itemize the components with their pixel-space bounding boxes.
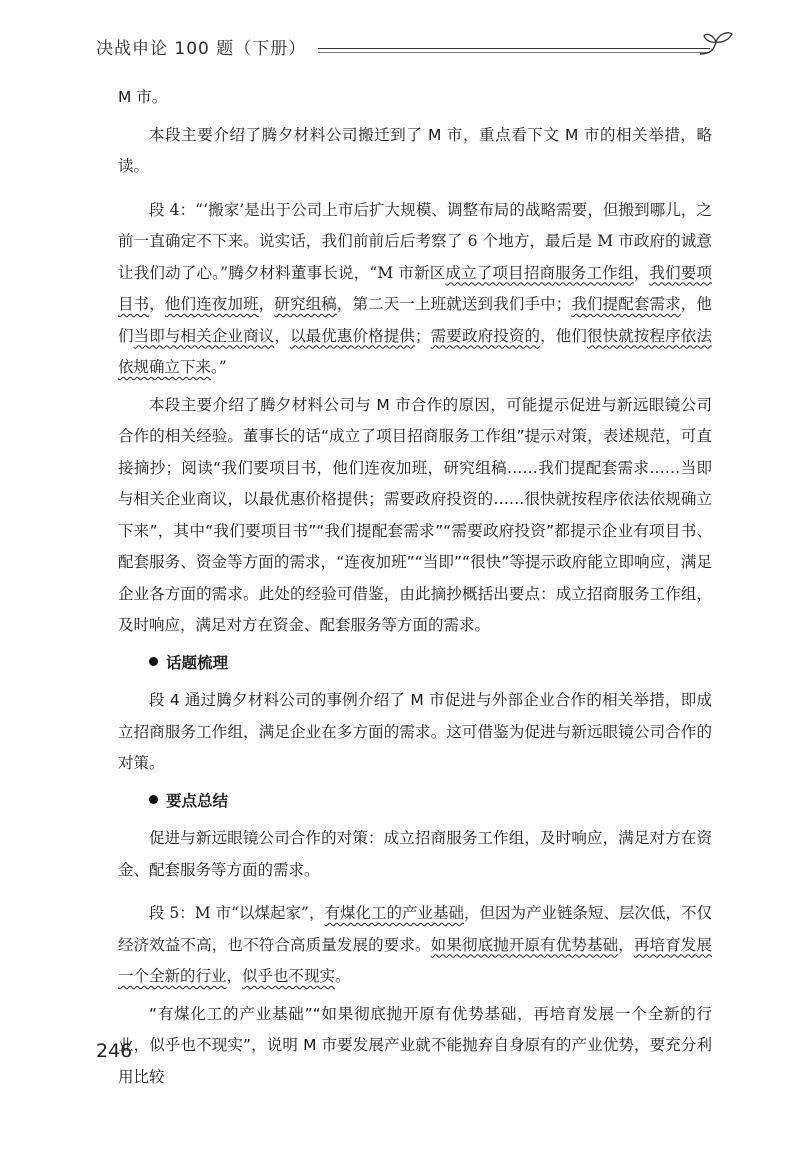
text-segment: ，: [226, 967, 243, 985]
underlined-phrase: 当即与相关企业商议: [133, 326, 275, 345]
text-segment: ，: [618, 935, 634, 954]
underlined-phrase: 很快就按程序依法依规确立下来: [118, 326, 712, 376]
bullet-icon: [149, 657, 158, 666]
heading-label: 要点总结: [166, 791, 229, 810]
header-rule: [318, 48, 710, 49]
text-segment: 。: [335, 967, 351, 985]
source-paragraph-5: [118, 898, 712, 993]
text-segment: ，: [633, 263, 650, 282]
text-segment: 段 4：“‘搬家’是出于公司上市后扩大规模、调整布局的战略需要，但搬到哪儿，之前一直确定不下来。说实话，我们前前后后考察了 6 个地方，最后是 M 市政府的诚意让我们动了心。”腾夕材料董事长说，“M 市新区: [118, 200, 712, 282]
text-segment: ，: [149, 295, 165, 313]
section-heading-topic: [118, 648, 712, 680]
book-title: 决战申论 100 题（下册）: [96, 39, 307, 59]
underlined-phrase: 似乎也不现实: [242, 967, 336, 985]
text-segment: ；: [415, 326, 431, 345]
text-segment: 段 5：M 市“以煤起家”，: [149, 904, 325, 922]
key-points-paragraph: 促进与新远眼镜公司合作的对策：成立招商服务工作组，及时响应，满足对方在资金、配套服务等方面的需求。: [118, 829, 712, 879]
page-body: [118, 82, 712, 1093]
underlined-phrase: 再培育发展一个全新的行业: [118, 935, 712, 985]
text-segment: ，: [258, 295, 275, 313]
underlined-phrase: 如果彻底抛开原有优势基础: [430, 935, 619, 954]
underlined-phrase: 需要政府投资的: [430, 326, 541, 345]
underlined-phrase: 以最优惠价格提供: [289, 326, 416, 345]
running-header: [96, 28, 736, 68]
analysis-paragraph-2: 本段主要介绍了腾夕材料公司与 M 市合作的原因，可能提示促进与新远眼镜公司合作的相关经验。董事长的话“成立了项目招商服务工作组”提示对策，表述规范，可直接摘抄；阅读“我们要项目书，他们连夜加班，研究组稿……我们提配套需求……当即与相关企业商议，以最优惠价格提供；需要政府投资的……很快就按程序依法依规确立下来”，其中“我们要项目书”“我们提配套需求”“需要政府投资”都提示企业有项目书、配套服务、资金等方面的需求，“连夜加班”“当即”“很快”等提示政府能立即响应，满足企业各方面的需求。此处的经验可借鉴，由此摘抄概括出要点：成立招商服务工作组，及时响应，满足对方在资金、配套服务等方面的需求。: [118, 395, 712, 634]
text-segment: ，但因为产业链条短、层次低，不仅经济效益不高，也不符合高质量发展的要求。: [118, 904, 712, 954]
header-rule-thin: [318, 52, 710, 53]
underlined-phrase: 我们提配套需求: [571, 295, 681, 313]
paragraph-continued: M 市。: [118, 88, 168, 106]
bullet-icon: [149, 795, 158, 804]
topic-summary-paragraph: 段 4 通过腾夕材料公司的事例介绍了 M 市促进与外部企业合作的相关举措，即成立招商服务工作组，满足企业在多方面的需求。这可借鉴为促进与新远眼镜公司合作的对策。: [118, 691, 712, 772]
underlined-phrase: 有煤化工的产业基础: [324, 904, 464, 922]
text-segment: ，他们: [540, 326, 588, 345]
underlined-phrase: 研究组稿: [274, 295, 337, 313]
analysis-paragraph-3: “有煤化工的产业基础”“如果彻底抛开原有优势基础，再培育发展一个全新的行业，似乎也不现实”，说明 M 市要发展产业就不能抛弃自身原有的产业优势，要充分利用比较: [118, 1004, 712, 1086]
sprout-icon: [696, 28, 740, 64]
text-segment: ，第二天一上班就送到我们手中；: [336, 295, 572, 313]
text-segment: ，他们: [118, 295, 712, 345]
text-segment: 。”: [211, 358, 227, 376]
page-number: 246: [96, 1040, 133, 1062]
underlined-phrase: 我们要项目书: [118, 263, 712, 313]
heading-label: 话题梳理: [166, 653, 229, 672]
source-paragraph-4: [118, 195, 712, 384]
analysis-paragraph-1: 本段主要介绍了腾夕材料公司搬迁到了 M 市，重点看下文 M 市的相关举措，略读。: [118, 125, 712, 175]
text-segment: ，: [274, 326, 290, 345]
section-heading-key-points: [118, 786, 712, 818]
underlined-phrase: 成立了项目招商服务工作组: [445, 263, 634, 282]
underlined-phrase: 他们连夜加班: [164, 295, 259, 313]
